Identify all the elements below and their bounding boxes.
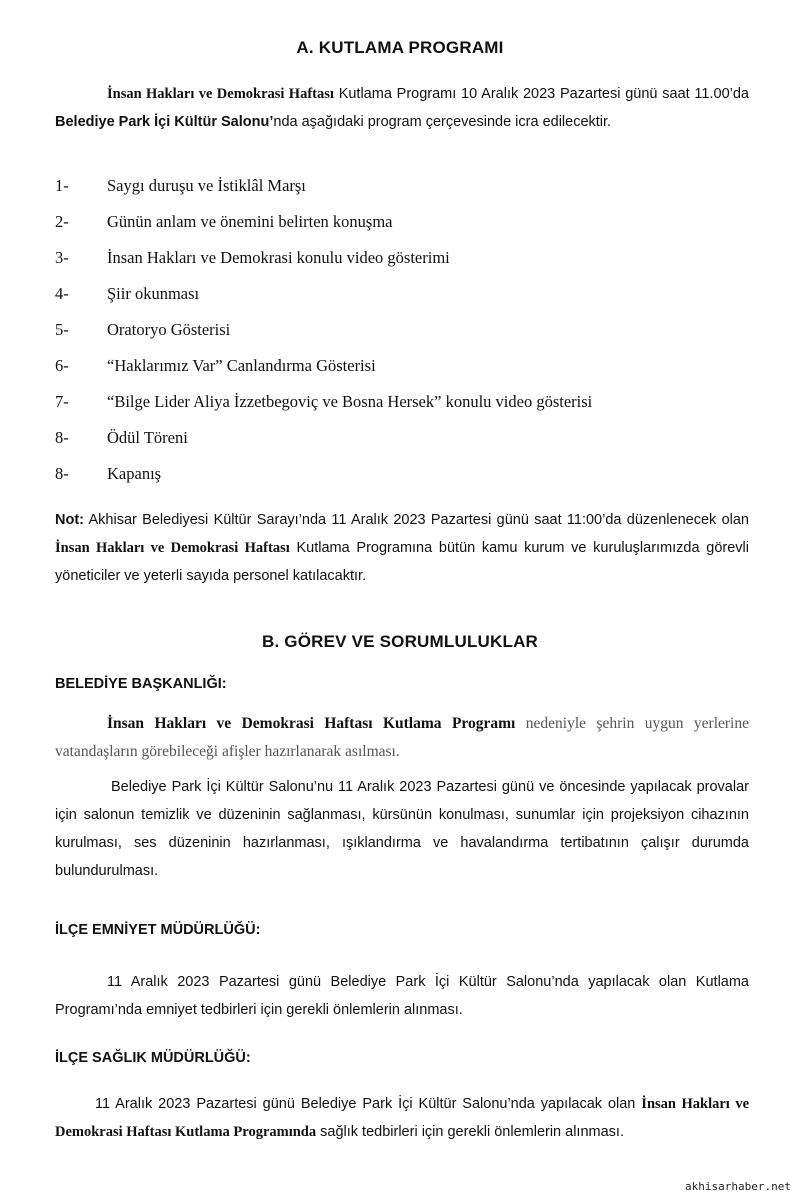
list-item [55, 244, 755, 280]
saglik-text-2: sağlık tedbirleri için gerekli önlemlerin alınması. [316, 1124, 624, 1140]
item-text: İnsan Hakları ve Demokrasi konulu video gösterimi [107, 248, 450, 267]
list-item [55, 316, 755, 352]
list-item [55, 388, 755, 424]
item-text: Ödül Töreni [107, 428, 188, 447]
item-number: 1- [55, 176, 69, 195]
item-number: 6- [55, 356, 69, 375]
item-text: Oratoryo Gösterisi [107, 320, 231, 339]
intro-bold-1: İnsan Hakları ve Demokrasi Haftası [107, 86, 334, 102]
item-text: Saygı duruşu ve İstiklâl Marşı [107, 176, 306, 195]
list-item [55, 460, 755, 496]
item-number: 8- [55, 464, 69, 483]
item-number: 3- [55, 248, 69, 267]
belediye-paragraph-2: Belediye Park İçi Kültür Salonu’nu 11 Aralık 2023 Pazartesi günü ve öncesinde yapılacak provalar için salonun temizlik ve düzeninin sağlanması, kürsünün konulması, sunumlar için projeksiyon cihazının kurulması, ses düzeninin hazırlanması, ışıklandırma ve havalandırma tertibatının çalışır durumda bulundurulması. [55, 779, 749, 879]
item-text: “Haklarımız Var” Canlandırma Gösterisi [107, 356, 376, 375]
intro-bold-2: Belediye Park İçi Kültür Salonu’ [55, 114, 274, 130]
note-paragraph [55, 506, 749, 590]
list-item [55, 208, 755, 244]
section-b-title: B. GÖREV VE SORUMLULUKLAR [261, 632, 539, 651]
saglik-text-1: 11 Aralık 2023 Pazartesi günü Belediye Park İçi Kültür Salonu’nda yapılacak olan [95, 1096, 642, 1112]
note-text-1: Akhisar Belediyesi Kültür Sarayı’nda 11 Aralık 2023 Pazartesi günü saat 11:00’da düzenlenecek olan [84, 512, 749, 528]
item-text: “Bilge Lider Aliya İzzetbegoviç ve Bosna Hersek” konulu video gösterisi [107, 392, 593, 411]
note-bold: İnsan Hakları ve Demokrasi Haftası [55, 540, 290, 556]
saglik-bold: İnsan Hakları ve Demokrasi Haftası Kutlama Programında [55, 1096, 750, 1140]
list-item [55, 172, 755, 208]
belediye-paragraph-1 [55, 710, 749, 766]
belediye-p1-text: nedeniyle şehrin uygun yerlerine vatandaşların görebileceği afişler hazırlanarak asılması. [55, 715, 749, 760]
program-list [55, 172, 755, 496]
saglik-heading: İLÇE SAĞLIK MÜDÜRLÜĞÜ: [55, 1050, 251, 1066]
belediye-heading: BELEDİYE BAŞKANLIĞI: [55, 676, 227, 692]
note-text-2: Kutlama Programına bütün kamu kurum ve kuruluşlarımızda görevli yöneticiler ve yeterli sayıda personel katılacaktır. [55, 540, 749, 584]
item-text: Şiir okunması [107, 284, 200, 303]
item-text: Günün anlam ve önemini belirten konuşma [107, 212, 393, 231]
list-item [55, 280, 755, 316]
item-number: 7- [55, 392, 69, 411]
emniyet-heading: İLÇE EMNİYET MÜDÜRLÜĞÜ: [55, 922, 261, 938]
note-label: Not: [55, 512, 84, 528]
section-a-title: A. KUTLAMA PROGRAMI [296, 38, 504, 57]
intro-text-2: nda aşağıdaki program çerçevesinde icra edilecektir. [273, 114, 612, 130]
item-number: 8- [55, 428, 69, 447]
item-number: 4- [55, 284, 69, 303]
list-item [55, 352, 755, 388]
saglik-paragraph [55, 1090, 749, 1146]
belediye-p1-bold: İnsan Hakları ve Demokrasi Haftası Kutlama Programı [107, 715, 516, 732]
section-a-intro [55, 80, 749, 136]
item-number: 5- [55, 320, 69, 339]
watermark-text: akhisarhaber.net [682, 1179, 794, 1194]
item-number: 2- [55, 212, 69, 231]
emniyet-paragraph: 11 Aralık 2023 Pazartesi günü Belediye Park İçi Kültür Salonu’nda yapılacak olan Kutlama Programı’nda emniyet tedbirleri için gerekli önlemlerin alınması. [55, 974, 749, 1018]
item-text: Kapanış [107, 464, 162, 483]
list-item [55, 424, 755, 460]
intro-text-1: Kutlama Programı 10 Aralık 2023 Pazartesi günü saat 11.00’da [333, 86, 749, 102]
